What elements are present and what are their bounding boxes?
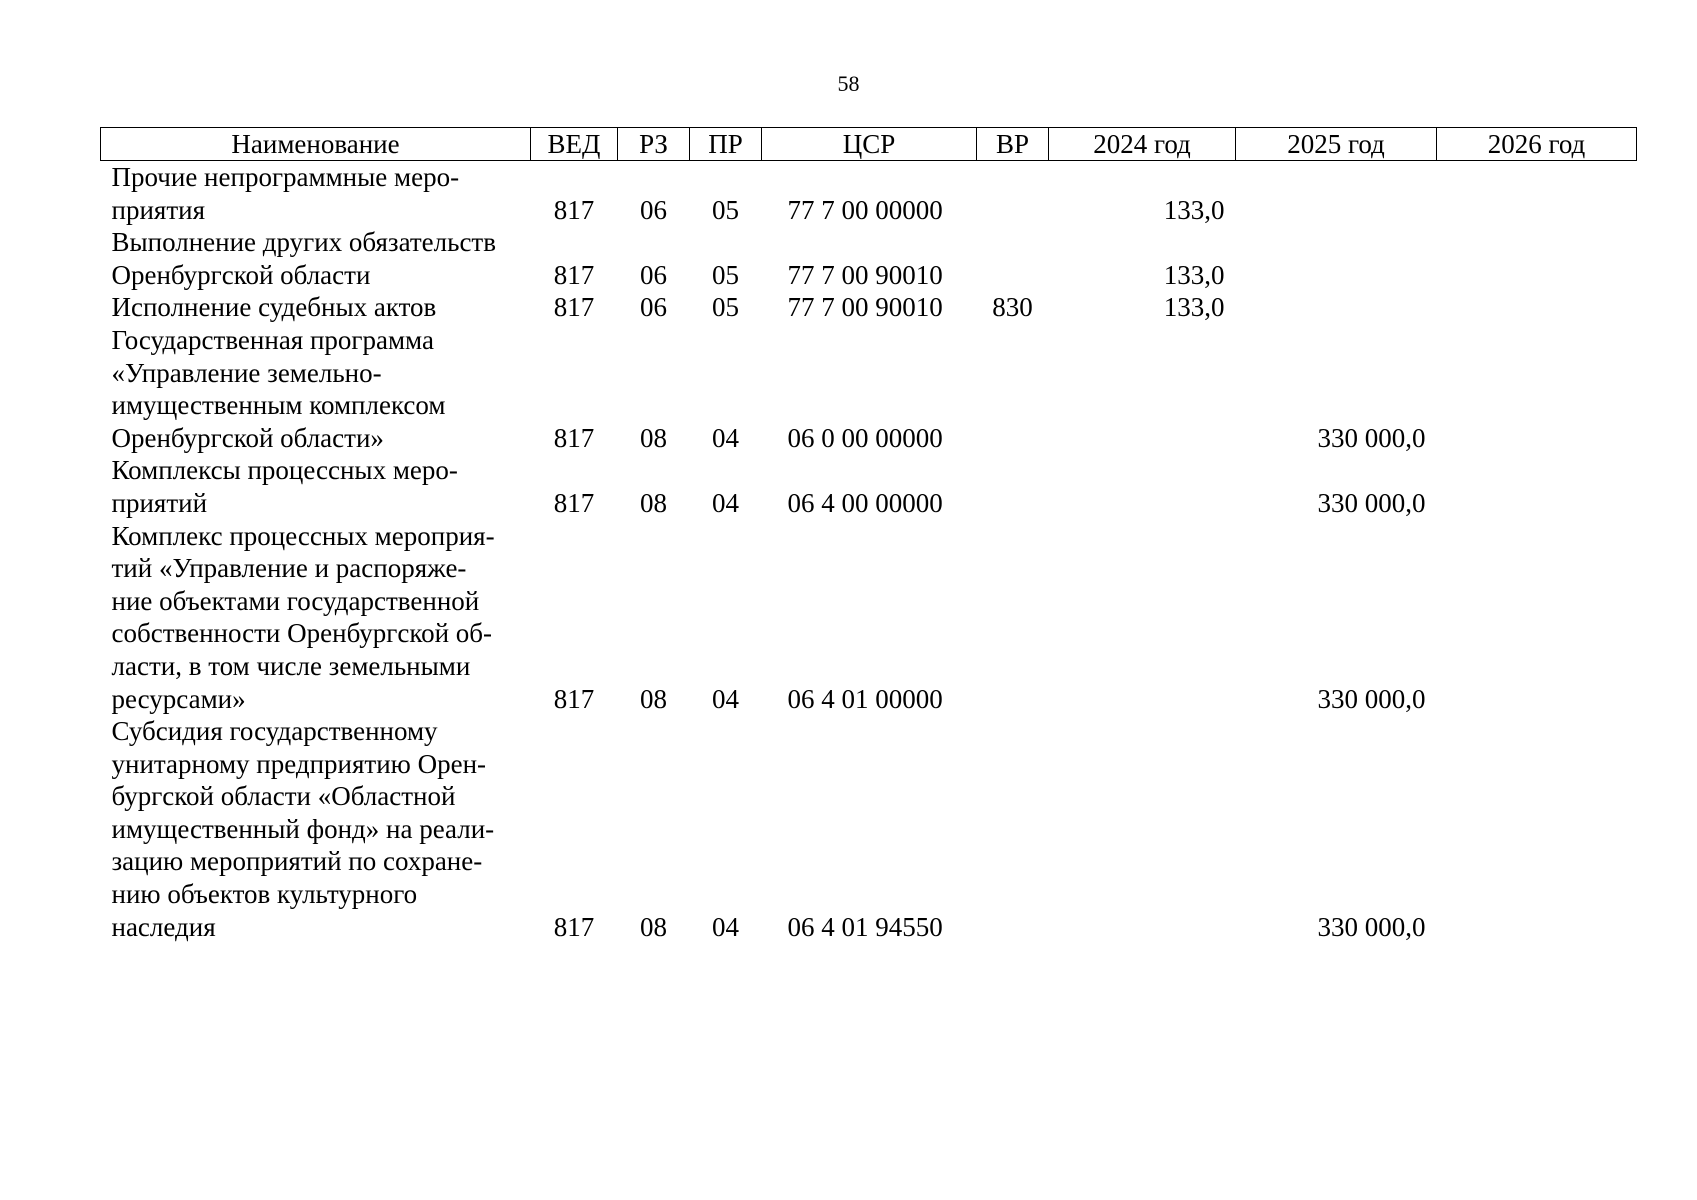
row-amount-2026: [1437, 291, 1637, 324]
row-rz: 08: [640, 487, 667, 518]
header-year-2025: 2025 год: [1236, 128, 1437, 161]
row-amount-2024: 133,0: [1163, 259, 1225, 290]
row-name-line: имущественным комплексом: [111, 390, 446, 421]
row-amount-2024: 133,0: [1163, 194, 1225, 225]
header-row: [101, 128, 1637, 161]
row-csr: 06 4 00 00000: [787, 487, 943, 518]
row-amount-2025: 330 000,0: [1317, 911, 1426, 942]
row-vr: [977, 226, 1049, 291]
row-csr: 06 0 00 00000: [787, 422, 943, 453]
row-amount-2026: [1437, 454, 1637, 519]
page-number: 58: [837, 71, 860, 96]
table-row: [101, 324, 1637, 454]
header-name: Наименование: [101, 128, 531, 161]
table-row: [101, 291, 1637, 324]
row-name-line: ласти, в том числе земельными: [111, 650, 471, 681]
row-name-line: приятий: [111, 487, 208, 518]
header-ved: ВЕД: [531, 128, 618, 161]
row-vr: 830: [992, 292, 1033, 323]
row-pr: 04: [712, 487, 739, 518]
row-name: [101, 161, 531, 227]
header-pr: ПР: [690, 128, 762, 161]
row-name: [101, 226, 531, 291]
row-name-line: Прочие непрограммные меро-: [111, 162, 460, 192]
row-name-line: ние объектами государственной: [111, 585, 480, 616]
row-amount-2025: [1236, 161, 1437, 227]
row-amount-2026: [1437, 520, 1637, 716]
row-vr: [977, 715, 1049, 943]
row-amount-2024: [1049, 454, 1236, 519]
row-vr: [977, 161, 1049, 227]
row-pr: 04: [712, 911, 739, 942]
row-amount-2025: [1236, 291, 1437, 324]
row-rz: 06: [640, 194, 667, 225]
row-name-line: Выполнение других обязательств: [111, 227, 496, 258]
row-pr: 04: [712, 683, 739, 714]
row-ved: 817: [553, 422, 595, 453]
row-name-line: ресурсами»: [111, 683, 246, 714]
row-ved: 817: [553, 292, 595, 323]
row-rz: 06: [640, 292, 667, 323]
budget-table: [100, 127, 1637, 943]
row-name-line: нию объектов культурного: [111, 879, 418, 910]
row-ved: 817: [553, 683, 595, 714]
row-name-line: имущественный фонд» на реали-: [111, 813, 495, 844]
row-name-line: бургской области «Областной: [111, 781, 456, 812]
row-name: [101, 520, 531, 716]
table-row: [101, 715, 1637, 943]
row-name-line: Исполнение судебных актов: [111, 292, 437, 323]
row-name-line: собственности Оренбургской об-: [111, 618, 493, 649]
table-row: [101, 226, 1637, 291]
row-amount-2025: [1236, 226, 1437, 291]
row-csr: 77 7 00 00000: [787, 194, 943, 225]
row-rz: 08: [640, 911, 667, 942]
row-name-line: Субсидия государственному: [111, 716, 438, 747]
row-name: [101, 454, 531, 519]
row-pr: 05: [712, 194, 739, 225]
row-rz: 08: [640, 683, 667, 714]
row-vr: [977, 324, 1049, 454]
table-row: [101, 454, 1637, 519]
header-vr: ВР: [977, 128, 1049, 161]
table-body: [101, 161, 1637, 944]
table-row: [101, 520, 1637, 716]
table-header: [101, 128, 1637, 161]
row-amount-2024: 133,0: [1163, 292, 1225, 323]
row-amount-2026: [1437, 715, 1637, 943]
row-amount-2025: 330 000,0: [1317, 422, 1426, 453]
row-vr: [977, 520, 1049, 716]
row-name-line: зацию мероприятий по сохране-: [111, 846, 483, 877]
row-amount-2024: [1049, 324, 1236, 454]
row-ved: 817: [553, 194, 595, 225]
row-ved: 817: [553, 259, 595, 290]
row-amount-2024: [1049, 520, 1236, 716]
row-csr: 77 7 00 90010: [787, 259, 943, 290]
row-csr: 77 7 00 90010: [787, 292, 943, 323]
header-csr: ЦСР: [762, 128, 977, 161]
row-amount-2025: 330 000,0: [1317, 487, 1426, 518]
row-name-line: «Управление земельно-: [111, 357, 382, 388]
row-amount-2026: [1437, 324, 1637, 454]
row-name-line: Оренбургской области»: [111, 422, 384, 453]
row-name-line: наследия: [111, 911, 216, 942]
row-ved: 817: [553, 487, 595, 518]
row-vr: [977, 454, 1049, 519]
row-name-line: унитарному предприятию Орен-: [111, 748, 487, 779]
row-name-line: Государственная программа: [111, 324, 434, 355]
row-rz: 06: [640, 259, 667, 290]
row-amount-2026: [1437, 161, 1637, 227]
row-rz: 08: [640, 422, 667, 453]
header-year-2024: 2024 год: [1049, 128, 1236, 161]
row-ved: 817: [553, 911, 595, 942]
row-pr: 04: [712, 422, 739, 453]
row-amount-2024: [1049, 715, 1236, 943]
row-csr: 06 4 01 94550: [787, 911, 943, 942]
row-name: [101, 324, 531, 454]
header-year-2026: 2026 год: [1437, 128, 1637, 161]
row-name-line: Комплексы процессных меро-: [111, 455, 458, 486]
row-pr: 05: [712, 292, 739, 323]
header-rz: РЗ: [618, 128, 690, 161]
row-name: [101, 291, 531, 324]
row-name: [101, 715, 531, 943]
row-name-line: Оренбургской области: [111, 259, 371, 290]
row-amount-2025: 330 000,0: [1317, 683, 1426, 714]
row-name-line: Комплекс процессных мероприя-: [111, 520, 495, 551]
row-amount-2026: [1437, 226, 1637, 291]
row-name-line: тий «Управление и распоряже-: [111, 553, 467, 584]
row-name-line: приятия: [111, 194, 205, 225]
row-pr: 05: [712, 259, 739, 290]
row-csr: 06 4 01 00000: [787, 683, 943, 714]
table-row: [101, 161, 1637, 227]
